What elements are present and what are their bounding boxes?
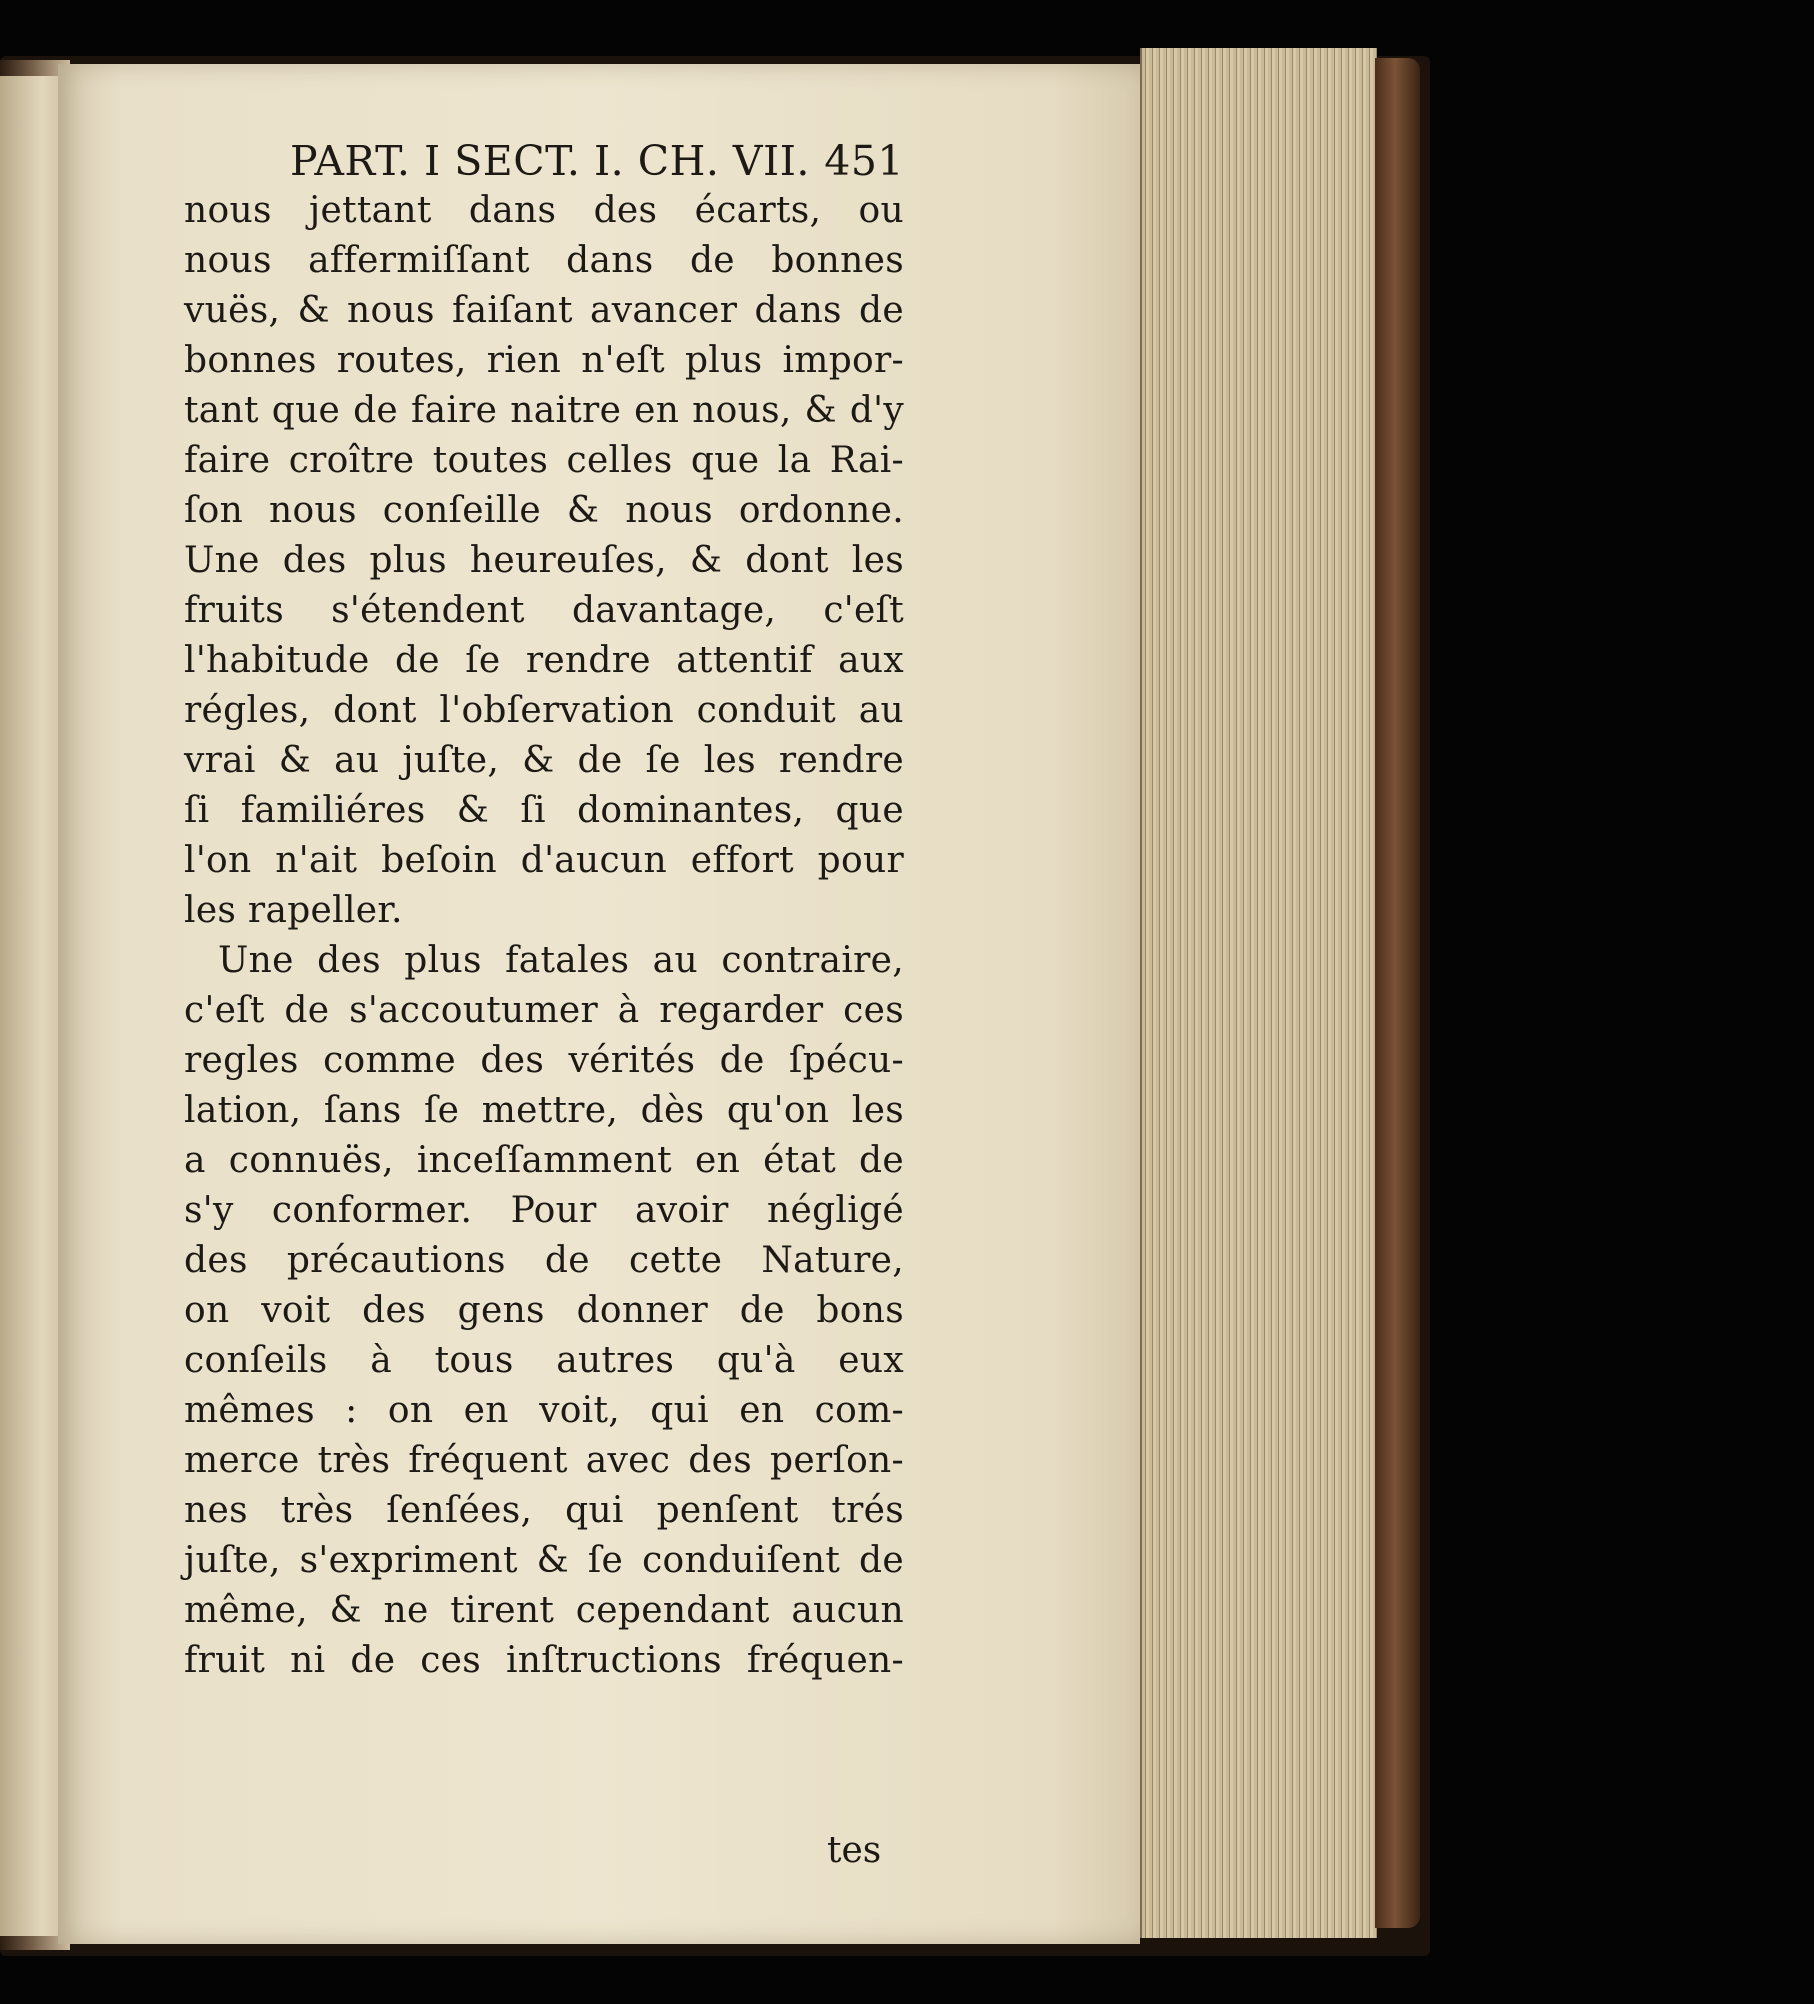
text-line: regles comme des vérités de ſpécu- xyxy=(184,1040,904,1081)
text-line: ſi familiéres & ſi dominantes, que xyxy=(184,790,904,831)
text-line: a connuës, inceſſamment en état de xyxy=(184,1140,904,1181)
text-line: les rapeller. xyxy=(184,890,403,931)
text-line: s'y conformer. Pour avoir négligé xyxy=(184,1190,904,1231)
text-line: même, & ne tirent cependant aucun xyxy=(184,1590,904,1631)
catchword: tes xyxy=(827,1830,882,1871)
text-line: vuës, & nous faiſant avancer dans de xyxy=(184,290,904,331)
text-line: l'on n'ait beſoin d'aucun effort pour xyxy=(184,840,904,881)
text-line: des précautions de cette Nature, xyxy=(184,1240,904,1281)
text-line: vrai & au juſte, & de ſe les rendre xyxy=(184,740,904,781)
text-line: régles, dont l'obſervation conduit au xyxy=(184,690,904,731)
text-line: ſon nous conſeille & nous ordonne. xyxy=(184,490,904,531)
leather-cover-edge xyxy=(1375,58,1420,1928)
text-line: l'habitude de ſe rendre attentif aux xyxy=(184,640,904,681)
text-line: nes très ſenſées, qui penſent trés xyxy=(184,1490,904,1531)
page-text-block xyxy=(184,136,904,1871)
running-head xyxy=(290,136,904,186)
text-line: Une des plus heureuſes, & dont les xyxy=(184,540,904,581)
text-line: fruit ni de ces inſtructions fréquen- xyxy=(184,1640,904,1681)
text-line: Une des plus fatales au contraire, xyxy=(218,940,904,981)
running-head-title: PART. I SECT. I. CH. VII. xyxy=(290,137,810,185)
text-line: c'eſt de s'accoutumer à regarder ces xyxy=(184,990,904,1031)
page-block-edges xyxy=(1140,48,1377,1938)
text-line: merce très fréquent avec des perſon- xyxy=(184,1440,904,1481)
text-line: fruits s'étendent davantage, c'eſt xyxy=(184,590,904,631)
text-line: conſeils à tous autres qu'à eux xyxy=(184,1340,904,1381)
previous-page-edge xyxy=(0,76,60,1936)
page-number: 451 xyxy=(824,137,904,185)
text-line: bonnes routes, rien n'eſt plus impor- xyxy=(184,340,904,381)
text-line: nous jettant dans des écarts, ou xyxy=(184,190,904,231)
text-line: mêmes : on en voit, qui en com- xyxy=(184,1390,904,1431)
text-line: juſte, s'expriment & ſe conduiſent de xyxy=(184,1540,904,1581)
text-line: tant que de faire naitre en nous, & d'y xyxy=(184,390,904,431)
text-line: nous affermiſſant dans de bonnes xyxy=(184,240,904,281)
text-line: faire croître toutes celles que la Rai- xyxy=(184,440,904,481)
text-line: lation, ſans ſe mettre, dès qu'on les xyxy=(184,1090,904,1131)
text-line: on voit des gens donner de bons xyxy=(184,1290,904,1331)
